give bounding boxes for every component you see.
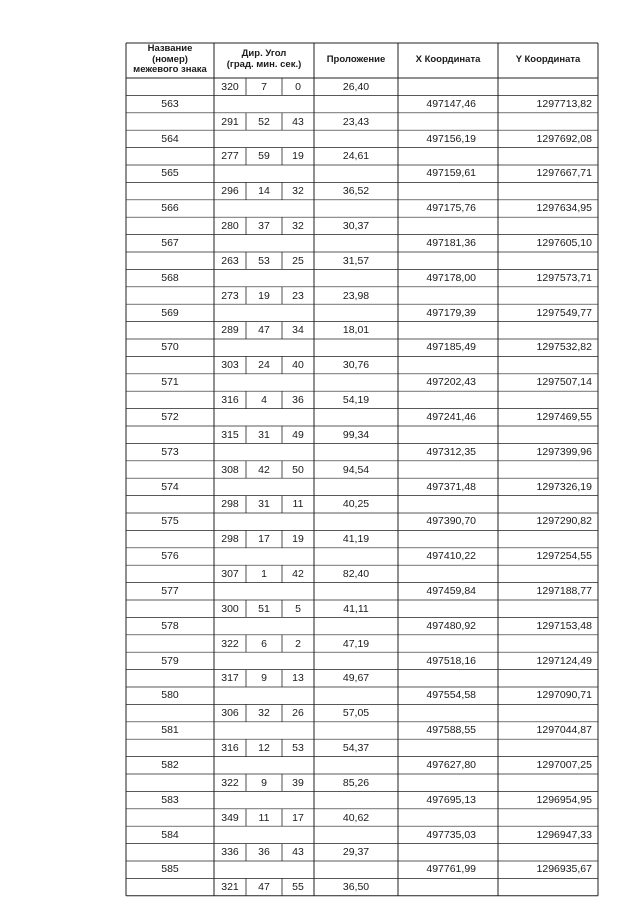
angle-degrees: 289: [221, 324, 239, 337]
angle-degrees: 321: [221, 881, 239, 894]
angle-seconds: 43: [292, 846, 304, 859]
angle-degrees: 273: [221, 289, 239, 302]
angle-degrees: 303: [221, 359, 239, 372]
angle-degrees: 316: [221, 393, 239, 406]
length-value: 40,62: [342, 811, 370, 824]
point-name: 577: [161, 584, 179, 597]
length-value: 26,40: [342, 80, 370, 93]
y-coordinate: 1297634,95: [536, 202, 592, 215]
length-value: 24,61: [342, 150, 370, 163]
angle-minutes: 11: [258, 811, 270, 824]
angle-minutes: 9: [261, 672, 267, 685]
length-value: 36,50: [342, 881, 370, 894]
angle-minutes: 59: [258, 150, 270, 163]
point-name: 584: [161, 828, 179, 841]
angle-degrees: 308: [221, 463, 239, 476]
angle-seconds: 42: [292, 567, 304, 580]
angle-seconds: 19: [292, 533, 304, 546]
length-value: 41,11: [343, 602, 369, 615]
angle-degrees: 316: [221, 741, 239, 754]
y-coordinate: 1297153,48: [536, 619, 592, 632]
point-name: 572: [161, 410, 179, 423]
angle-seconds: 2: [295, 637, 301, 650]
y-coordinate: 1297549,77: [536, 306, 592, 319]
length-value: 30,37: [342, 219, 370, 232]
y-coordinate: 1297573,71: [536, 271, 592, 284]
x-coordinate: 497459,84: [426, 584, 476, 597]
angle-minutes: 47: [258, 881, 270, 894]
angle-seconds: 13: [292, 672, 304, 685]
y-coordinate: 1297507,14: [536, 376, 592, 389]
y-coordinate: 1297290,82: [536, 515, 592, 528]
y-coordinate: 1297713,82: [536, 97, 592, 110]
angle-minutes: 17: [258, 533, 270, 546]
x-coordinate: 497480,92: [426, 619, 476, 632]
angle-minutes: 36: [258, 846, 270, 859]
length-value: 30,76: [342, 359, 370, 372]
x-coordinate: 497202,43: [426, 376, 476, 389]
angle-degrees: 322: [221, 637, 239, 650]
x-coordinate: 497179,39: [426, 306, 476, 319]
angle-seconds: 55: [292, 881, 304, 894]
point-name: 568: [161, 271, 179, 284]
angle-minutes: 51: [258, 602, 270, 615]
point-name: 581: [161, 724, 179, 737]
point-name: 582: [161, 758, 179, 771]
length-value: 54,19: [342, 393, 370, 406]
point-name: 573: [161, 445, 179, 458]
angle-seconds: 25: [292, 254, 304, 267]
y-coordinate: 1297605,10: [536, 236, 592, 249]
point-name: 578: [161, 619, 179, 632]
x-coordinate: 497735,03: [426, 828, 476, 841]
x-coordinate: 497554,58: [426, 689, 476, 702]
length-value: 29,37: [342, 846, 370, 859]
angle-degrees: 296: [221, 185, 239, 198]
angle-seconds: 49: [292, 428, 304, 441]
angle-seconds: 26: [292, 707, 304, 720]
x-coordinate: 497588,55: [426, 724, 476, 737]
angle-minutes: 1: [261, 567, 267, 580]
y-coordinate: 1297124,49: [536, 654, 592, 667]
angle-minutes: 52: [258, 115, 270, 128]
y-coordinate: 1297399,96: [536, 445, 592, 458]
x-coordinate: 497181,36: [426, 236, 476, 249]
angle-degrees: 336: [221, 846, 239, 859]
angle-degrees: 277: [221, 150, 239, 163]
angle-seconds: 17: [292, 811, 304, 824]
y-coordinate: 1296947,33: [536, 828, 592, 841]
point-name: 570: [161, 341, 179, 354]
header-length: Проложение: [326, 54, 386, 65]
angle-degrees: 298: [221, 533, 239, 546]
y-coordinate: 1297692,08: [536, 132, 592, 145]
point-name: 564: [161, 132, 179, 145]
point-name: 571: [161, 376, 179, 389]
angle-seconds: 50: [292, 463, 304, 476]
length-value: 23,43: [342, 115, 370, 128]
y-coordinate: 1297007,25: [536, 758, 592, 771]
length-value: 99,34: [342, 428, 370, 441]
angle-minutes: 4: [261, 393, 267, 406]
angle-seconds: 53: [292, 741, 304, 754]
length-value: 57,05: [342, 707, 370, 720]
point-name: 565: [161, 167, 179, 180]
length-value: 82,40: [342, 567, 370, 580]
x-coordinate: 497627,80: [426, 758, 476, 771]
angle-degrees: 317: [221, 672, 239, 685]
y-coordinate: 1297044,87: [536, 724, 592, 737]
header-name: [126, 44, 214, 76]
angle-seconds: 43: [292, 115, 304, 128]
angle-minutes: 7: [261, 80, 267, 93]
point-name: 569: [161, 306, 179, 319]
header-y: Y Координата: [515, 54, 581, 65]
x-coordinate: 497761,99: [426, 863, 476, 876]
x-coordinate: 497312,35: [426, 445, 476, 458]
x-coordinate: 497156,19: [426, 132, 476, 145]
angle-degrees: 315: [221, 428, 239, 441]
angle-minutes: 31: [258, 498, 270, 511]
length-value: 49,67: [342, 672, 370, 685]
angle-degrees: 263: [221, 254, 239, 267]
angle-seconds: 23: [292, 289, 304, 302]
angle-minutes: 24: [258, 359, 270, 372]
header-angle-line: Дир. Угол: [241, 48, 287, 59]
point-name: 583: [161, 793, 179, 806]
angle-minutes: 6: [261, 637, 267, 650]
angle-degrees: 280: [221, 219, 239, 232]
angle-degrees: 298: [221, 498, 239, 511]
angle-degrees: 306: [221, 707, 239, 720]
length-value: 85,26: [342, 776, 370, 789]
y-coordinate: 1296935,67: [536, 863, 592, 876]
header-name-line: Название: [147, 43, 193, 54]
angle-seconds: 32: [292, 219, 304, 232]
angle-minutes: 9: [261, 776, 267, 789]
angle-minutes: 31: [258, 428, 270, 441]
header-angle-line: (град. мин. сек.): [226, 58, 302, 70]
angle-degrees: 322: [221, 776, 239, 789]
x-coordinate: 497175,76: [426, 202, 476, 215]
x-coordinate: 497147,46: [426, 97, 476, 110]
angle-degrees: 320: [221, 80, 239, 93]
header-name-line: межевого знака: [133, 64, 207, 75]
point-name: 567: [161, 236, 179, 249]
angle-seconds: 5: [295, 602, 301, 615]
angle-seconds: 34: [292, 324, 304, 337]
point-name: 576: [161, 550, 179, 563]
angle-minutes: 14: [258, 185, 270, 198]
angle-minutes: 32: [258, 707, 270, 720]
y-coordinate: 1296954,95: [536, 793, 592, 806]
x-coordinate: 497159,61: [426, 167, 476, 180]
length-value: 36,52: [342, 185, 370, 198]
y-coordinate: 1297254,55: [536, 550, 592, 563]
point-name: 585: [161, 863, 179, 876]
point-name: 579: [161, 654, 179, 667]
angle-degrees: 291: [221, 115, 239, 128]
header-name-line: (номер): [152, 53, 188, 65]
length-value: 23,98: [342, 289, 370, 302]
point-name: 575: [161, 515, 179, 528]
x-coordinate: 497185,49: [426, 341, 476, 354]
angle-minutes: 37: [258, 219, 270, 232]
point-name: 580: [161, 689, 179, 702]
x-coordinate: 497410,22: [426, 550, 476, 563]
y-coordinate: 1297326,19: [536, 480, 592, 493]
x-coordinate: 497371,48: [426, 480, 476, 493]
length-value: 47,19: [342, 637, 370, 650]
length-value: 94,54: [342, 463, 370, 476]
x-coordinate: 497518,16: [426, 654, 476, 667]
x-coordinate: 497178,00: [426, 271, 476, 284]
y-coordinate: 1297532,82: [536, 341, 592, 354]
angle-degrees: 349: [221, 811, 239, 824]
angle-seconds: 11: [292, 498, 304, 511]
y-coordinate: 1297188,77: [536, 584, 592, 597]
length-value: 31,57: [342, 254, 370, 267]
y-coordinate: 1297667,71: [536, 167, 592, 180]
y-coordinate: 1297090,71: [536, 689, 592, 702]
angle-minutes: 19: [258, 289, 270, 302]
x-coordinate: 497241,46: [426, 410, 476, 423]
angle-degrees: 307: [221, 567, 239, 580]
x-coordinate: 497695,13: [426, 793, 476, 806]
header-x: X Координата: [415, 54, 481, 65]
angle-minutes: 53: [258, 254, 270, 267]
angle-minutes: 42: [258, 463, 270, 476]
angle-seconds: 19: [292, 150, 304, 163]
angle-minutes: 47: [258, 324, 270, 337]
angle-seconds: 40: [292, 359, 304, 372]
length-value: 41,19: [342, 533, 370, 546]
length-value: 40,25: [342, 498, 370, 511]
length-value: 54,37: [342, 741, 370, 754]
header-angle: [214, 49, 314, 70]
x-coordinate: 497390,70: [426, 515, 476, 528]
point-name: 563: [161, 97, 179, 110]
angle-seconds: 36: [292, 393, 304, 406]
angle-minutes: 12: [258, 741, 270, 754]
point-name: 566: [161, 202, 179, 215]
angle-seconds: 39: [292, 776, 304, 789]
angle-seconds: 0: [295, 80, 301, 93]
y-coordinate: 1297469,55: [536, 410, 592, 423]
length-value: 18,01: [342, 324, 370, 337]
angle-seconds: 32: [292, 185, 304, 198]
point-name: 574: [161, 480, 179, 493]
angle-degrees: 300: [221, 602, 239, 615]
